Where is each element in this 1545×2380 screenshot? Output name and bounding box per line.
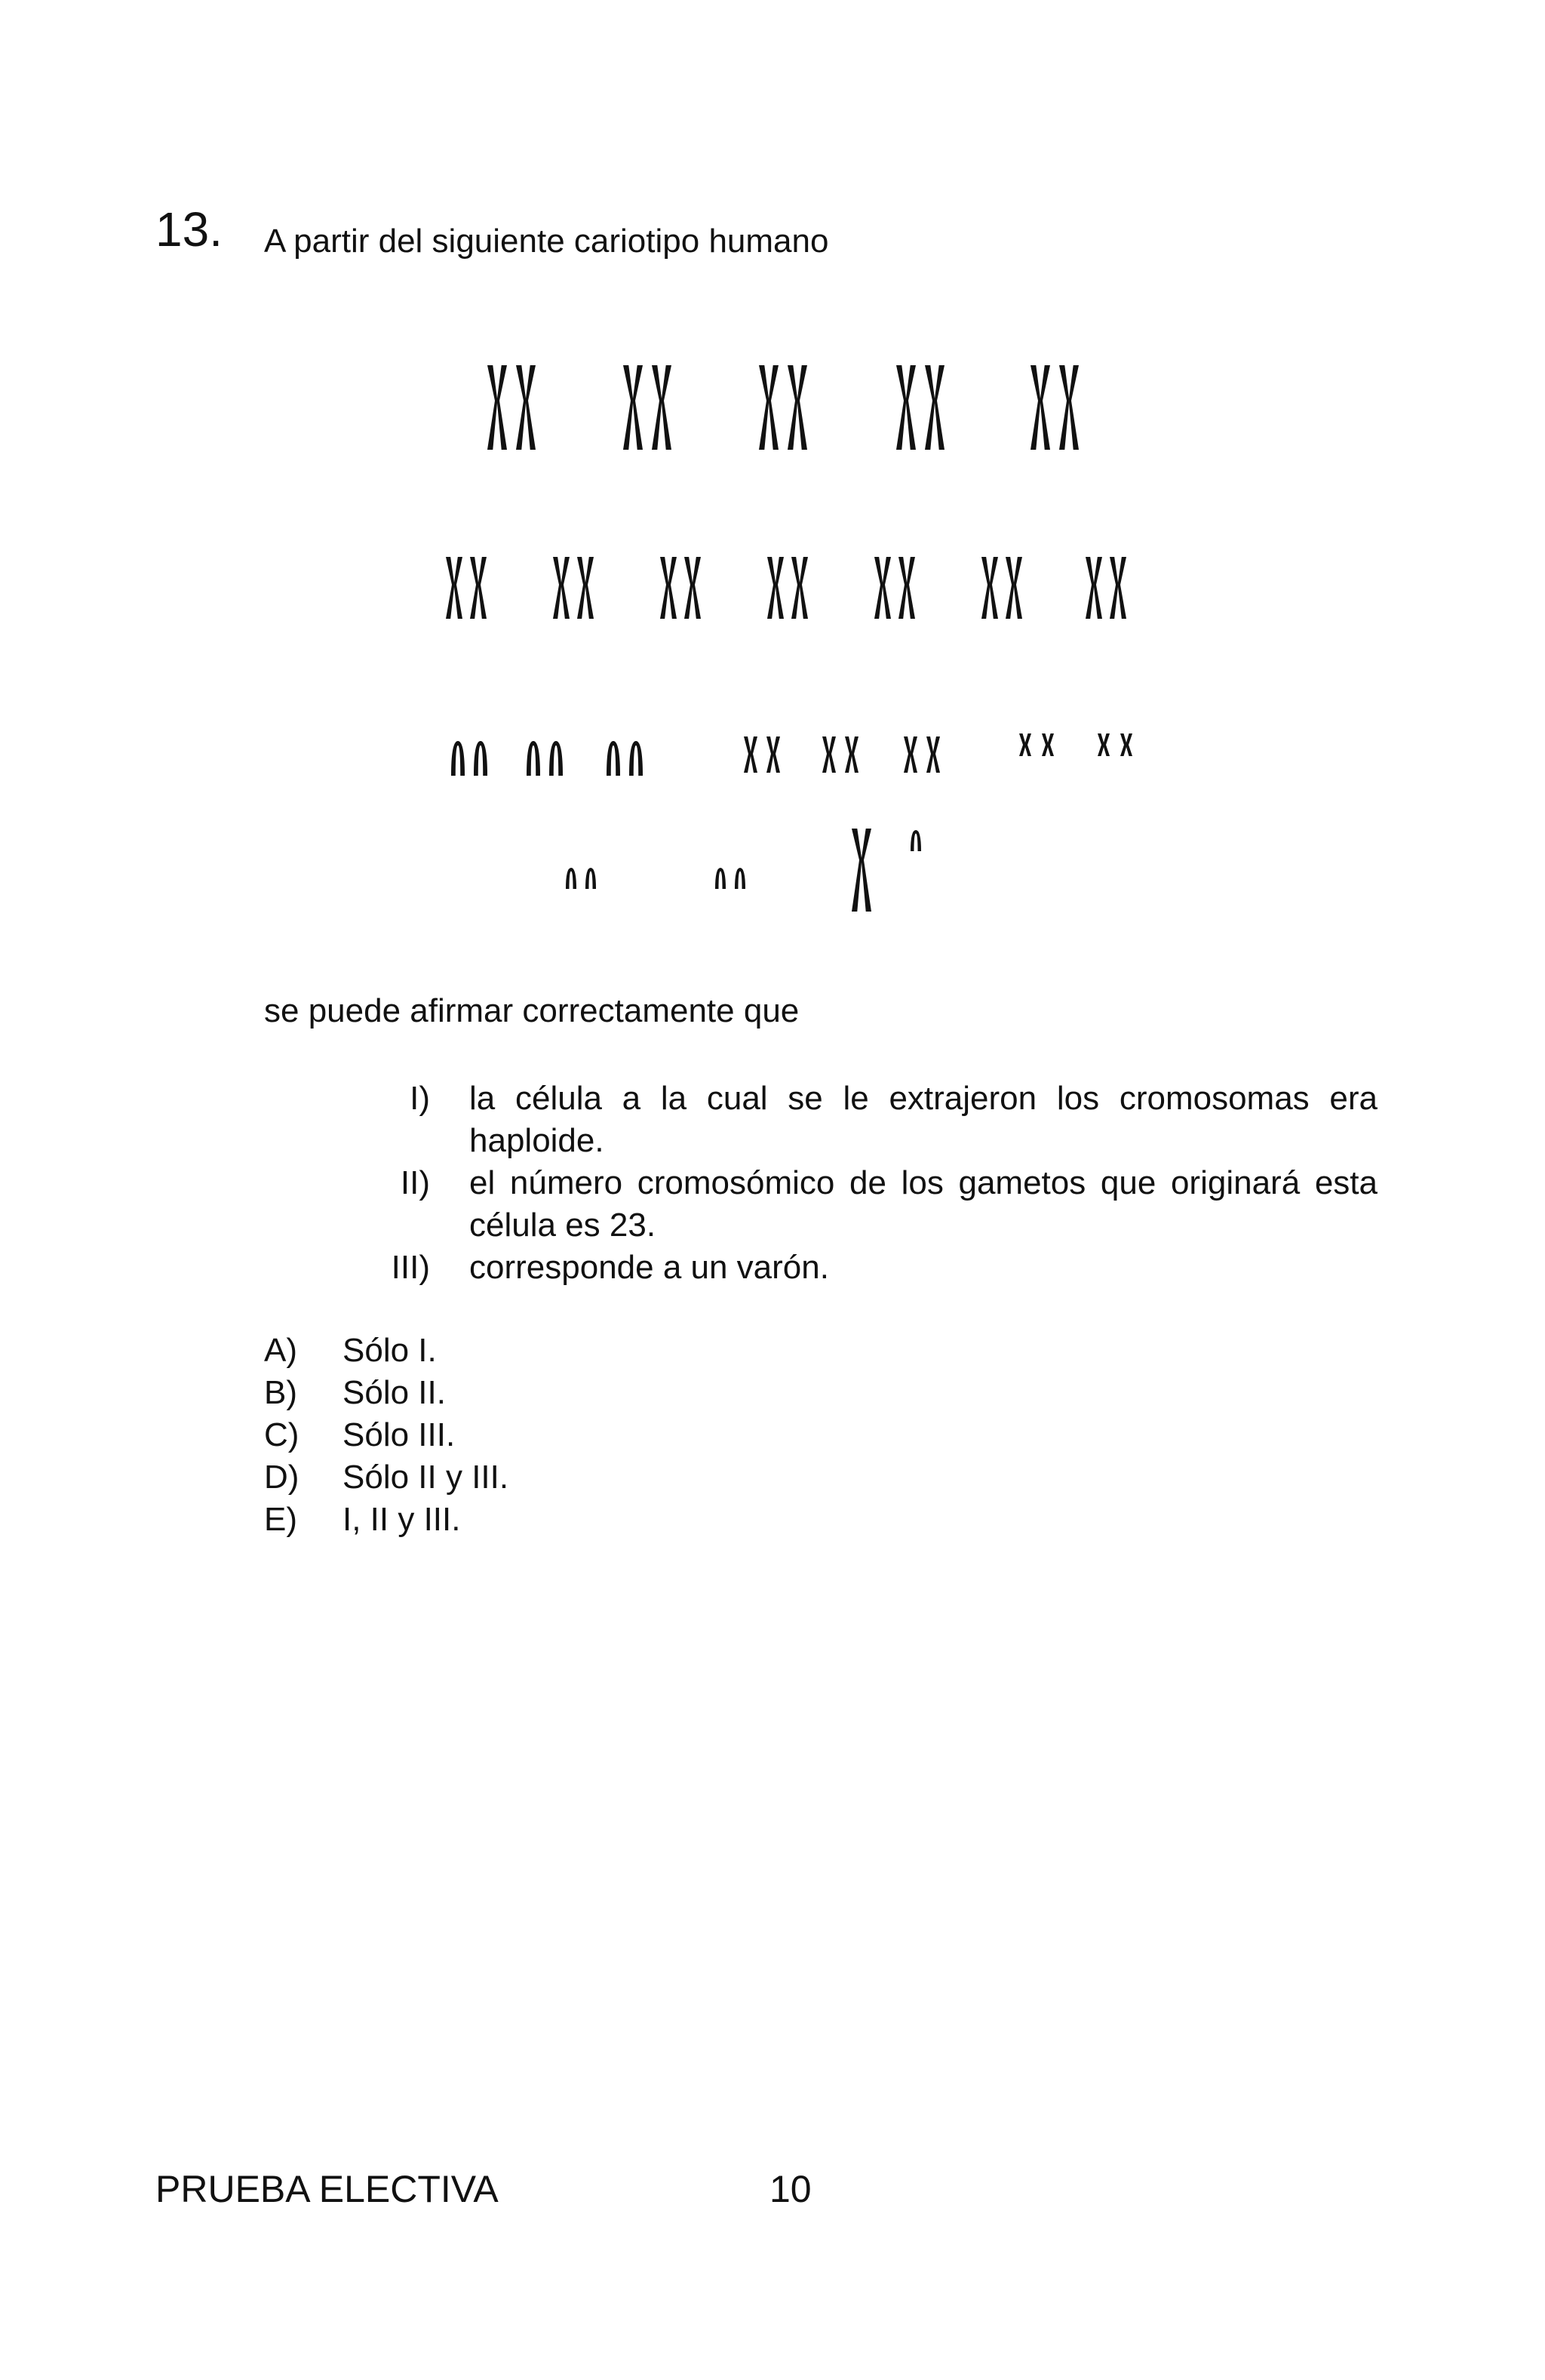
chromosome-pair-row1-4 <box>896 365 945 450</box>
chromosome-pair-row3-6 <box>904 736 940 773</box>
answer-options <box>264 1330 508 1541</box>
statement-text: el número cromosómico de los gametos que originará esta célula es 23. <box>469 1164 1378 1244</box>
chromosome-pair-row1-2 <box>623 365 671 450</box>
option-letter: D) <box>264 1459 299 1496</box>
chromosome-pair-row4-2 <box>715 868 745 889</box>
question-stem: A partir del siguiente cariotipo humano <box>264 223 829 260</box>
answer-option-a[interactable] <box>264 1330 508 1372</box>
chromosome-pair-row4-1 <box>566 868 596 889</box>
answer-option-e[interactable] <box>264 1499 508 1541</box>
statement-list <box>370 1078 1378 1289</box>
chromosome-pair-row3-3 <box>607 741 643 776</box>
chromosome-pair-row3-7 <box>1019 733 1054 756</box>
chromosome-pair-row3-4 <box>744 736 780 773</box>
option-letter: C) <box>264 1416 299 1453</box>
option-letter: B) <box>264 1374 297 1411</box>
chromosome-pair-row2-6 <box>981 557 1022 619</box>
statement-item <box>370 1247 1378 1289</box>
sex-chromosomes <box>852 829 921 912</box>
chromosome-pair-row2-1 <box>446 557 487 619</box>
chromosome-pair-row1-5 <box>1031 365 1079 450</box>
chromosome-pair-row3-1 <box>451 741 487 776</box>
answer-option-d[interactable] <box>264 1456 508 1499</box>
chromosome-pair-row2-5 <box>874 557 915 619</box>
statement-text: la célula a la cual se le extrajeron los cromosomas era haploide. <box>469 1080 1378 1159</box>
answer-option-b[interactable] <box>264 1372 508 1414</box>
option-text: I, II y III. <box>342 1501 461 1538</box>
footer-page-number: 10 <box>769 2168 812 2210</box>
statement-item <box>370 1078 1378 1162</box>
chromosome-pair-row2-4 <box>767 557 808 619</box>
statement-number: II) <box>400 1164 430 1201</box>
option-text: Sólo II y III. <box>342 1459 509 1496</box>
karyotype-figure <box>422 332 1199 958</box>
statement-item <box>370 1162 1378 1247</box>
chromosome-pair-row2-3 <box>660 557 701 619</box>
chromosome-pair-row3-5 <box>822 736 859 773</box>
statement-number: I) <box>410 1080 430 1117</box>
option-text: Sólo II. <box>342 1374 446 1411</box>
chromosome-pair-row2-2 <box>553 557 594 619</box>
answer-option-c[interactable] <box>264 1414 508 1456</box>
statement-lead: se puede afirmar correctamente que <box>264 992 800 1029</box>
option-text: Sólo I. <box>342 1332 437 1369</box>
question-number: 13. <box>155 202 223 257</box>
chromosome-pair-row3-2 <box>527 741 563 776</box>
option-text: Sólo III. <box>342 1416 456 1453</box>
statement-number: III) <box>391 1249 430 1286</box>
chromosome-pair-row2-7 <box>1086 557 1126 619</box>
chromosome-pair-row1-3 <box>759 365 807 450</box>
statement-text: corresponde a un varón. <box>469 1249 829 1286</box>
footer-exam-title: PRUEBA ELECTIVA <box>155 2168 499 2210</box>
chromosome-pair-row1-1 <box>487 365 536 450</box>
option-letter: A) <box>264 1332 297 1369</box>
option-letter: E) <box>264 1501 297 1538</box>
chromosome-pair-row3-8 <box>1098 733 1132 756</box>
karyotype-drawing <box>422 332 1199 958</box>
